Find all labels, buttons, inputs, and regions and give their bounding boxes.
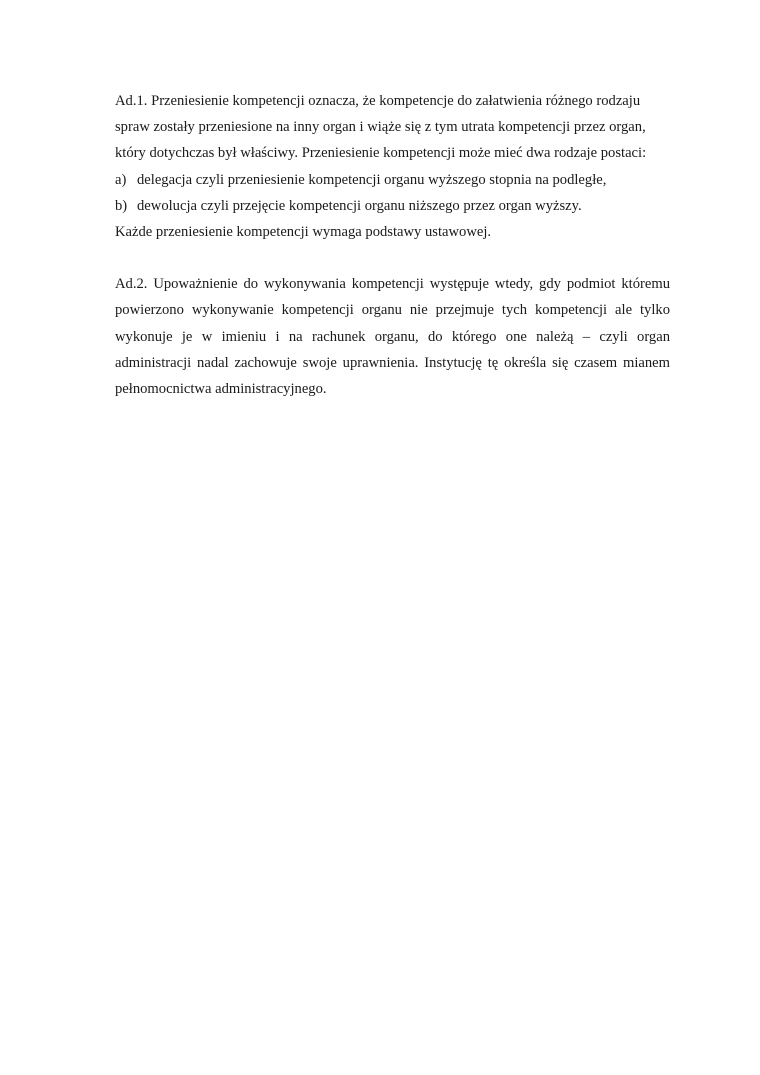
competence-transfer-list	[115, 167, 670, 219]
section-2-text: Ad.2. Upoważnienie do wykonywania kompetencji występuje wtedy, gdy podmiot któremu powierzono wykonywanie kompetencji organu nie przejmuje tych kompetencji ale tylko wykonuje je w imieniu i na rachunek organu, do którego one należą – czyli organ administracji nadal zachowuje swoje uprawnienia. Instytucję tę określa się czasem mianem pełnomocnictwa administracyjnego.	[115, 276, 670, 398]
list-item-text: dewolucja czyli przejęcie kompetencji organu niższego przez organ wyższy.	[137, 197, 582, 214]
paragraph-spacer	[115, 245, 670, 271]
list-marker: b)	[115, 197, 128, 214]
section-1-intro: Ad.1. Przeniesienie kompetencji oznacza, że kompetencje do załatwienia różnego rodzaju spraw zostały przeniesione na inny organ i wiąże się z tym utrata kompetencji przez organ, który dotychczas był właściwy. Przeniesienie kompetencji może mieć dwa rodzaje postaci:	[115, 93, 647, 162]
list-item-devolution	[115, 193, 670, 219]
section-1-closing: Każde przeniesienie kompetencji wymaga podstawy ustawowej.	[115, 224, 492, 241]
document-body	[115, 88, 670, 402]
list-marker: a)	[115, 171, 127, 188]
list-item-delegation	[115, 167, 670, 193]
list-item-text: delegacja czyli przeniesienie kompetencji organu wyższego stopnia na podległe,	[137, 171, 607, 188]
